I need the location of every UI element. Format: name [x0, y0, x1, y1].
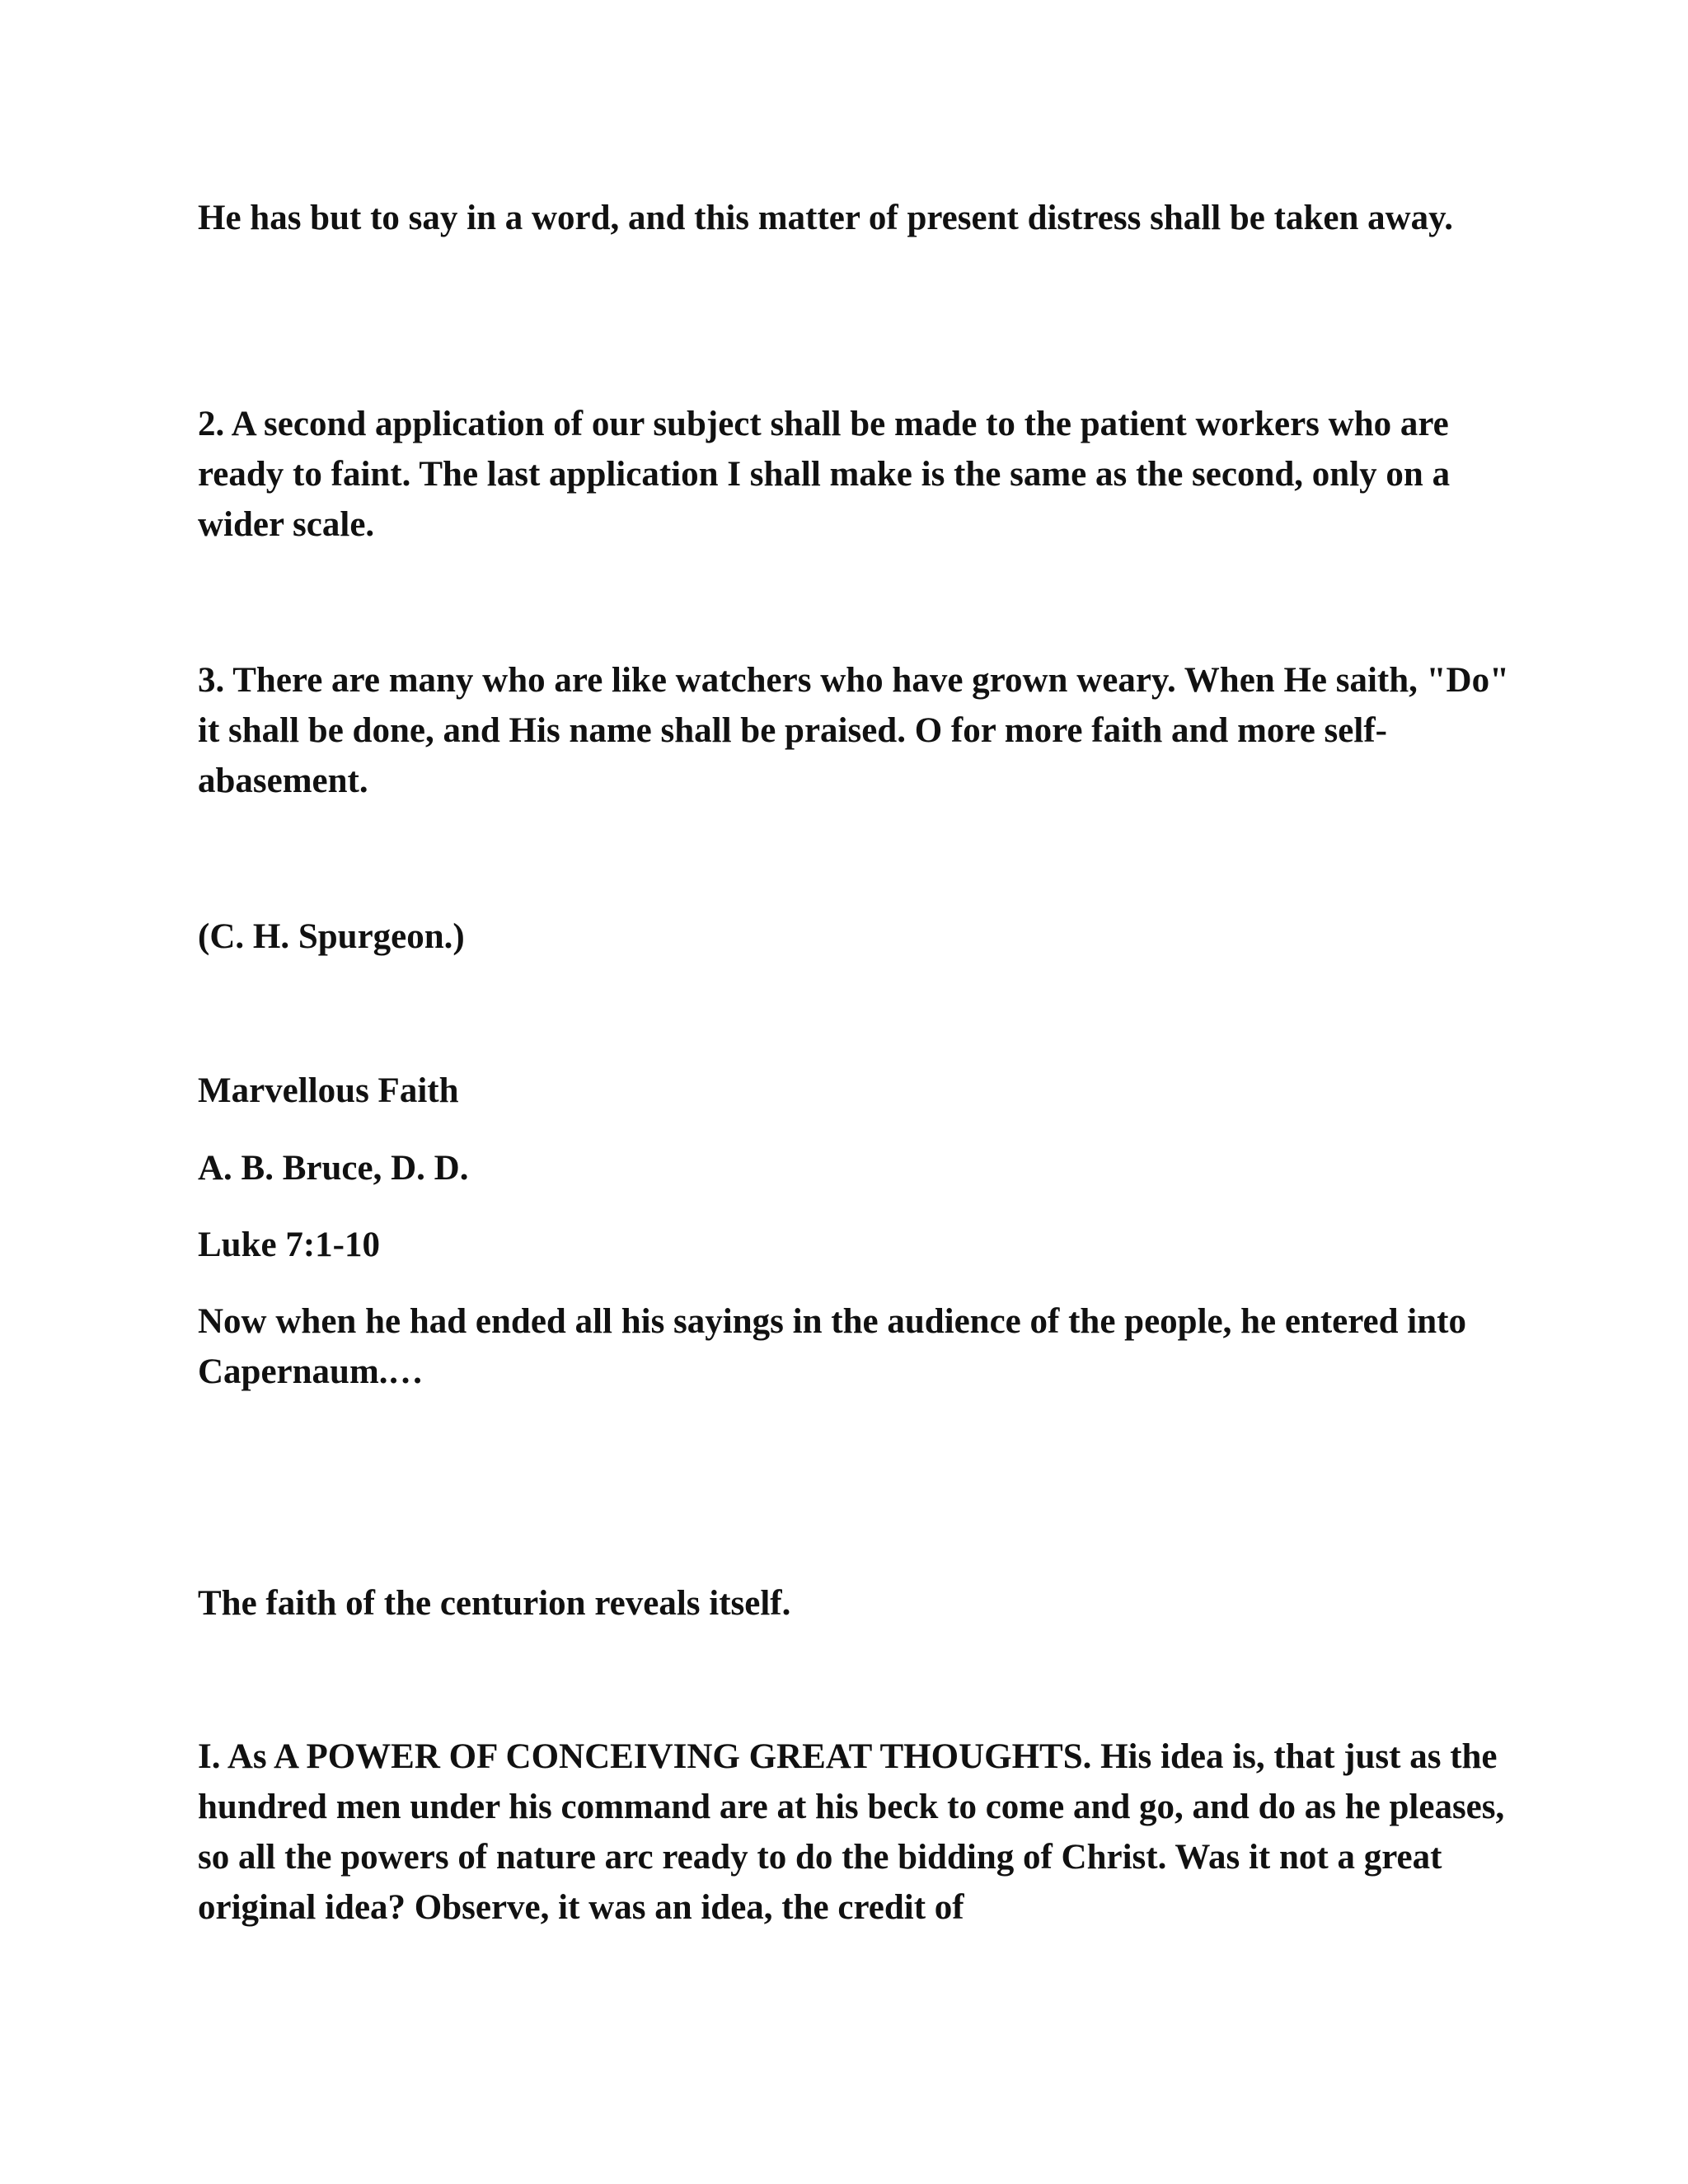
- sermon-author: A. B. Bruce, D. D.: [198, 1149, 469, 1188]
- paragraph-present-distress: He has but to say in a word, and this matter of present distress shall be taken away.: [198, 199, 1454, 237]
- sermon-title: Marvellous Faith: [198, 1071, 459, 1110]
- paragraph-weary-watchers: 3. There are many who are like watchers who have grown weary. When He saith, "Do" it shall be done, and His name shall be praised. O for more faith and more self-abasement.: [198, 661, 1509, 800]
- paragraph-second-application: 2. A second application of our subject shall be made to the patient workers who are ready to faint. The last application I shall make is the same as the second, only on a wider scale.: [198, 405, 1451, 544]
- paragraph-centurion-faith: The faith of the centurion reveals itself.: [198, 1584, 791, 1623]
- scripture-reference: Luke 7:1-10: [198, 1226, 380, 1264]
- author-attribution: (C. H. Spurgeon.): [198, 917, 465, 956]
- paragraph-great-thoughts: I. As A POWER OF CONCEIVING GREAT THOUGHTS. His idea is, that just as the hundred men under his command are at his beck to come and go, and do as he pleases, so all the powers of nature arc ready to do the bidding of Christ. Was it not a great original idea? Observe, it was an idea, the credit of: [198, 1737, 1505, 1927]
- scripture-text: Now when he had ended all his sayings in the audience of the people, he entered into Capernaum.…: [198, 1302, 1466, 1391]
